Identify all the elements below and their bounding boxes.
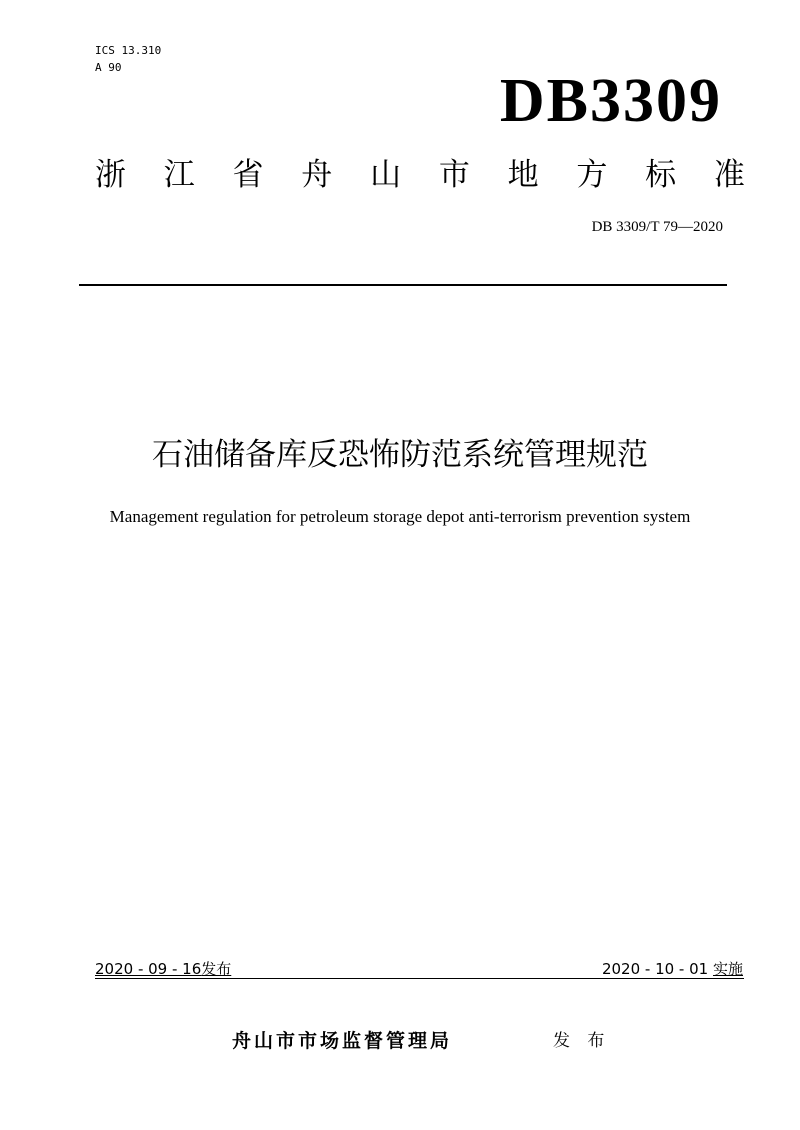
- document-title-en: Management regulation for petroleum storage depot anti-terrorism prevention system: [109, 507, 691, 526]
- standard-type-char: 标: [645, 157, 677, 193]
- implement-date: 2020 - 10 - 01: [601, 960, 709, 978]
- standard-type-char: 省: [232, 157, 264, 193]
- implement-label: 实施: [712, 960, 743, 978]
- standard-type-char: 方: [576, 157, 608, 193]
- standard-type-char: 舟: [301, 157, 333, 193]
- header-divider: [79, 284, 727, 286]
- standard-number: DB 3309/T 79—2020: [591, 219, 723, 235]
- standard-type-char: 准: [713, 157, 745, 193]
- standard-type-char: 江: [163, 157, 195, 193]
- date-divider: [95, 978, 744, 979]
- standard-type-char: 山: [370, 157, 402, 193]
- implement-date-line: [602, 958, 743, 980]
- standard-type-char: 市: [438, 157, 470, 193]
- standard-type-char: 浙: [95, 157, 126, 193]
- release-date: 2020 - 09 - 16: [95, 960, 202, 978]
- issuer-action: 发 布: [553, 1031, 611, 1051]
- standard-type-char: 地: [507, 157, 539, 193]
- document-title-zh: 石油储备库反恐怖防范系统管理规范: [152, 437, 648, 473]
- ics-code: ICS 13.310: [95, 44, 162, 57]
- issuer-name: 舟山市市场监督管理局: [232, 1030, 453, 1052]
- standard-type-title: [95, 152, 745, 198]
- category-code: A 90: [95, 61, 122, 74]
- release-date-line: [95, 958, 231, 980]
- release-label: 发布: [201, 960, 232, 978]
- ics-block: [95, 42, 161, 76]
- db-code: DB3309: [499, 67, 722, 135]
